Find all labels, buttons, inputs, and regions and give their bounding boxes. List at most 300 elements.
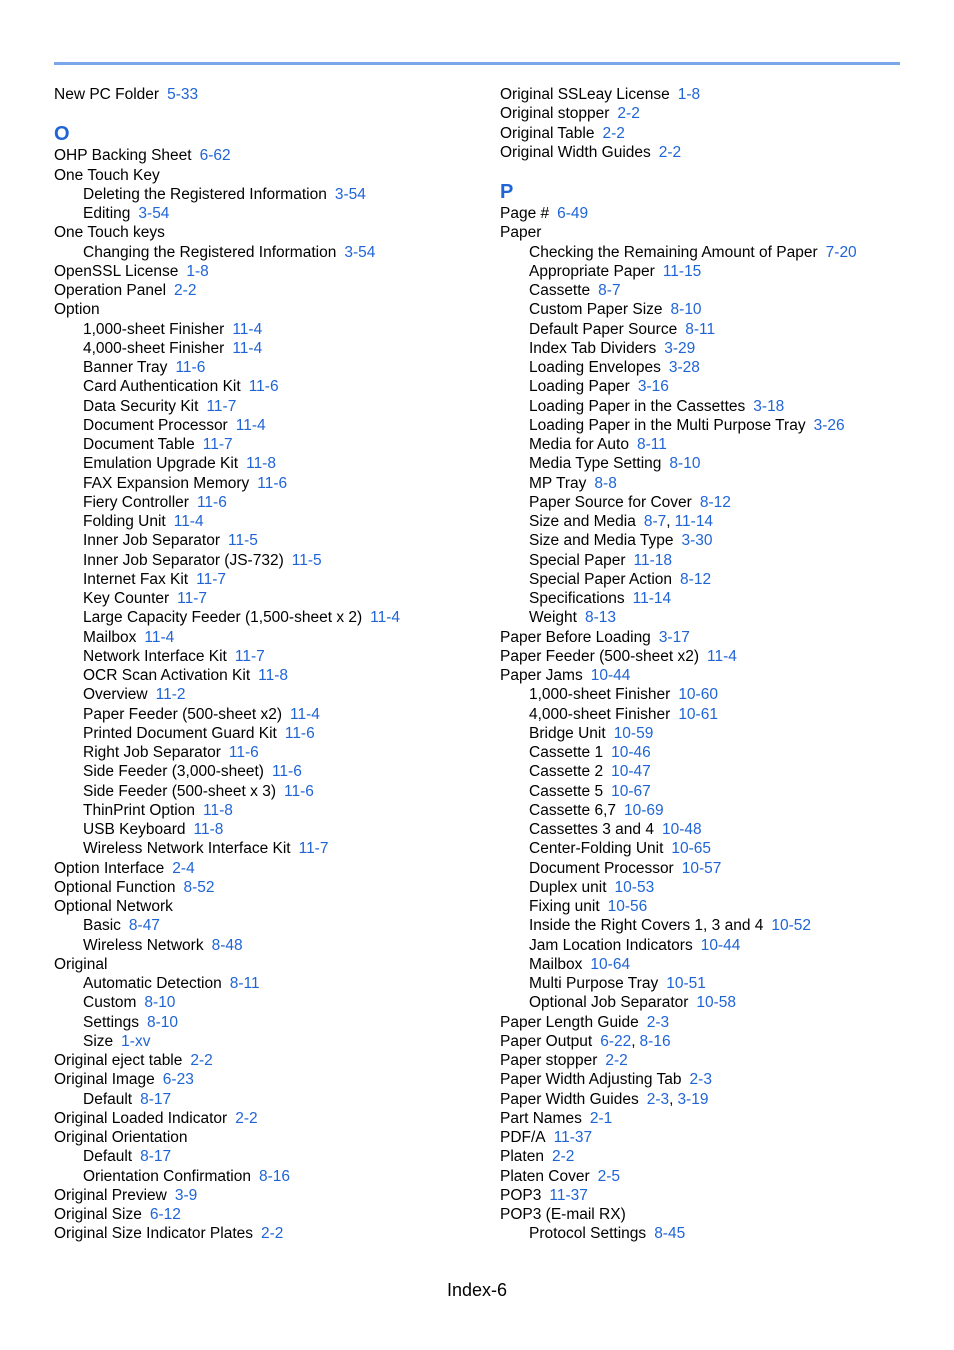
page-ref-link[interactable]: 8-17 [140, 1090, 172, 1108]
page-ref-link[interactable]: 10-59 [613, 724, 654, 742]
index-term: Media for Auto [529, 436, 629, 453]
page-ref-link[interactable]: 10-60 [678, 686, 718, 704]
page-ref-link[interactable]: 11-4 [173, 513, 204, 530]
index-subentry [500, 416, 940, 435]
index-subentry [500, 512, 940, 531]
index-term: Paper Output [500, 1032, 593, 1050]
index-subentry [54, 666, 494, 685]
page-ref-link[interactable]: 6-23 [162, 1071, 194, 1089]
page-ref-link[interactable]: 11-7 [206, 397, 237, 415]
page-ref-link[interactable]: 1-8 [186, 262, 209, 280]
index-term: Size [83, 1032, 114, 1050]
page-ref-link[interactable]: 10-51 [666, 975, 706, 992]
index-subentry [54, 724, 494, 743]
page-ref-link[interactable]: 11-14 [674, 513, 714, 530]
index-subentry [500, 589, 940, 608]
page-ref-link[interactable]: 11-8 [258, 667, 288, 684]
page-ref-link[interactable]: 2-2 [551, 1148, 575, 1166]
page-ref-link[interactable]: 2-2 [605, 1052, 628, 1069]
index-subentry [54, 551, 494, 570]
page-ref-link[interactable]: 8-7 [598, 282, 621, 299]
index-entry [500, 1147, 940, 1166]
index-subentry [500, 993, 940, 1012]
index-term: Cassette 5 [529, 782, 604, 800]
index-term: Part Names [500, 1109, 582, 1127]
index-term: PDF/A [500, 1129, 546, 1146]
page-ref-link[interactable]: 10-53 [614, 878, 655, 896]
page-ref-link[interactable]: 8-10 [147, 1013, 179, 1031]
index-subentry [54, 628, 494, 647]
index-subentry [500, 397, 940, 416]
page-ref-link[interactable]: 8-11 [685, 320, 716, 338]
index-term: Option [54, 301, 100, 319]
page-ref-link[interactable]: 11-7 [298, 840, 329, 858]
page-ref-link[interactable]: 10-48 [661, 821, 702, 838]
page-ref-link[interactable]: 11-37 [549, 1186, 588, 1204]
index-term: Platen Cover [500, 1167, 590, 1185]
index-subentry [54, 474, 494, 493]
index-entry [54, 1186, 494, 1205]
index-term: Folding Unit [83, 513, 166, 530]
index-term: Paper Source for Cover [529, 493, 692, 511]
page-ref-link[interactable]: 2-5 [597, 1167, 621, 1185]
index-entry [500, 1013, 940, 1032]
page-ref-link[interactable]: 10-67 [611, 782, 651, 800]
index-subentry [500, 859, 940, 878]
page-ref-link[interactable]: 10-65 [671, 840, 712, 858]
page-ref-link[interactable]: 8-16 [259, 1167, 291, 1185]
index-term: Weight [529, 609, 577, 627]
index-entry [54, 1128, 494, 1147]
index-entry [54, 146, 494, 165]
page-ref-link[interactable]: 8-17 [140, 1148, 172, 1166]
page-ref-link[interactable]: 10-44 [590, 667, 631, 684]
index-term: Fiery Controller [83, 493, 189, 511]
page-ref-link[interactable]: 3-17 [658, 628, 690, 646]
page-ref-link[interactable]: 11-4 [290, 705, 320, 723]
index-subentry [54, 743, 494, 762]
index-term: FAX Expansion Memory [83, 474, 250, 492]
page-ref-link[interactable]: 11-8 [203, 801, 233, 819]
index-entry [54, 281, 494, 300]
index-term: Custom [83, 994, 137, 1012]
index-subentry [500, 608, 940, 627]
index-subentry [54, 358, 494, 377]
index-subentry [54, 1090, 494, 1109]
index-term: New PC Folder [54, 86, 160, 103]
index-subentry [500, 531, 940, 550]
page-ref-link[interactable]: 6-62 [199, 147, 231, 165]
index-term: Loading Paper in the Cassettes [529, 397, 746, 415]
page-ref-link[interactable]: 2-2 [174, 282, 197, 299]
index-entry [500, 628, 940, 647]
page-ref-link[interactable]: 8-12 [699, 493, 731, 511]
index-term: 4,000-sheet Finisher [529, 705, 671, 723]
page-ref-link[interactable]: 11-18 [633, 551, 673, 569]
index-subentry [54, 185, 494, 204]
index-subentry [54, 377, 494, 396]
index-entry [54, 859, 494, 878]
page-ref-link[interactable]: 11-7 [196, 570, 226, 588]
page-ref-link[interactable]: 11-6 [196, 493, 227, 511]
index-term: Multi Purpose Tray [529, 975, 659, 992]
index-term: Default Paper Source [529, 320, 678, 338]
index-term: Paper Jams [500, 667, 583, 684]
page-ref-link[interactable]: 11-6 [175, 359, 206, 376]
index-term: Paper Before Loading [500, 628, 651, 646]
page-ref-link[interactable]: 2-2 [235, 1109, 258, 1127]
index-subentry [54, 493, 494, 512]
index-entry [54, 1205, 494, 1224]
index-term: Custom Paper Size [529, 301, 663, 319]
index-term: Original eject table [54, 1052, 183, 1069]
index-subentry [500, 300, 940, 319]
page-ref-link[interactable]: 3-54 [334, 185, 366, 203]
page-ref-link[interactable]: 8-10 [669, 455, 701, 473]
page-ref-link[interactable]: 3-9 [174, 1186, 198, 1204]
page-ref-link[interactable]: 10-58 [696, 994, 737, 1012]
index-entry [500, 223, 940, 242]
index-term: Paper Length Guide [500, 1013, 639, 1031]
index-term: Operation Panel [54, 282, 167, 299]
index-subentry [500, 435, 940, 454]
page-ref-link[interactable]: 8-10 [144, 994, 176, 1012]
page-ref-link[interactable]: 6-12 [149, 1206, 181, 1223]
page-ref-link[interactable]: 11-4 [144, 628, 175, 646]
index-subentry [500, 936, 940, 955]
page-ref-link[interactable]: 3-18 [753, 397, 785, 415]
index-entry [54, 166, 494, 185]
index-term: Basic [83, 917, 121, 935]
page-ref-link[interactable]: 11-4 [707, 647, 737, 665]
index-term: Loading Paper in the Multi Purpose Tray [529, 416, 806, 434]
index-subentry [500, 878, 940, 897]
index-term: Mailbox [529, 955, 583, 973]
index-subentry [500, 454, 940, 473]
index-term: Cassette 2 [529, 763, 604, 781]
index-term: Inner Job Separator [83, 532, 221, 550]
page-ref-link[interactable]: 11-6 [284, 724, 315, 742]
index-term: Original [54, 955, 108, 973]
page-ref-link[interactable]: 10-52 [771, 917, 812, 935]
index-subentry [54, 416, 494, 435]
index-term: Size and Media [529, 513, 636, 530]
index-subentry [54, 801, 494, 820]
index-term: Paper Width Guides [500, 1090, 639, 1108]
page-ref-link[interactable]: 2-3 [689, 1071, 712, 1089]
page-ref-link[interactable]: 3-19 [677, 1090, 709, 1108]
page-ref-link[interactable]: 11-6 [248, 378, 279, 396]
index-term: Protocol Settings [529, 1225, 647, 1243]
index-term: Orientation Confirmation [83, 1167, 251, 1185]
index-term: Original SSLeay License [500, 86, 670, 103]
index-subentry [54, 320, 494, 339]
index-term: Key Counter [83, 590, 170, 607]
index-term: POP3 [500, 1186, 542, 1204]
page-ref-link[interactable]: 11-6 [257, 474, 288, 492]
index-term: Side Feeder (500-sheet x 3) [83, 782, 276, 800]
page-ref-link[interactable]: 2-2 [190, 1052, 213, 1069]
index-term: Page # [500, 205, 550, 222]
index-term: Right Job Separator [83, 744, 221, 761]
index-subentry [500, 493, 940, 512]
index-term: Original Width Guides [500, 143, 651, 161]
page-ref-link[interactable]: 11-6 [284, 782, 314, 800]
index-column-left [54, 85, 494, 1244]
index-entry [54, 1109, 494, 1128]
page-ref-link[interactable]: 10-69 [624, 801, 664, 819]
index-term: Default [83, 1090, 133, 1108]
index-term: Checking the Remaining Amount of Paper [529, 243, 818, 261]
index-term: One Touch keys [54, 224, 165, 242]
page-ref-link[interactable]: 11-7 [177, 590, 208, 607]
page-ref-link[interactable]: 8-48 [211, 936, 243, 954]
index-subentry [500, 685, 940, 704]
page-ref-link[interactable]: 2-2 [658, 143, 682, 161]
page-number: Index-6 [446, 1280, 508, 1300]
page-ref-link[interactable]: 1-8 [677, 86, 701, 103]
page-ref-link[interactable]: 8-47 [128, 917, 160, 935]
index-subentry [54, 204, 494, 223]
index-subentry [54, 243, 494, 262]
page-ref-link[interactable]: 2-1 [589, 1109, 613, 1127]
page-ref-link[interactable]: 11-7 [202, 436, 233, 453]
index-term: Document Processor [83, 416, 228, 434]
page-ref-link[interactable]: 11-7 [234, 647, 265, 665]
index-term: One Touch Key [54, 166, 160, 184]
index-term: Banner Tray [83, 359, 168, 376]
index-subentry [54, 916, 494, 935]
page-ref-link[interactable]: 8-10 [670, 301, 702, 319]
index-entry [54, 1224, 494, 1243]
index-subentry [54, 512, 494, 531]
index-term: Inside the Right Covers 1, 3 and 4 [529, 917, 764, 935]
index-term: Printed Document Guard Kit [83, 724, 277, 742]
index-subentry [54, 974, 494, 993]
index-term: Changing the Registered Information [83, 243, 337, 261]
page-ref-link[interactable]: 6-49 [557, 205, 589, 222]
page-ref-link[interactable]: 6-22 [600, 1032, 632, 1050]
index-term: Large Capacity Feeder (1,500-sheet x 2) [83, 609, 363, 627]
page-ref-link[interactable]: 10-61 [678, 705, 718, 723]
index-term: POP3 (E-mail RX) [500, 1206, 626, 1223]
page-ref-link[interactable]: 11-14 [632, 590, 672, 607]
index-subentry [54, 685, 494, 704]
page-ref-link[interactable]: 10-47 [611, 763, 651, 781]
index-term: Emulation Upgrade Kit [83, 455, 239, 473]
index-term: Original Loaded Indicator [54, 1109, 228, 1127]
page-ref-link[interactable]: 10-56 [607, 898, 648, 915]
index-entry [54, 878, 494, 897]
index-term: Special Paper Action [529, 570, 673, 588]
index-subentry [500, 262, 940, 281]
index-term: Internet Fax Kit [83, 570, 189, 588]
index-subentry [54, 705, 494, 724]
index-term: Media Type Setting [529, 455, 662, 473]
page-ref-link[interactable]: 3-28 [668, 359, 700, 376]
header-rule [54, 62, 900, 65]
index-term: Platen [500, 1148, 544, 1166]
page-ref-link[interactable]: 11-4 [232, 320, 263, 338]
index-term: Cassettes 3 and 4 [529, 821, 654, 838]
index-entry [500, 1128, 940, 1147]
index-term: Deleting the Registered Information [83, 185, 327, 203]
index-subentry [500, 820, 940, 839]
index-term: Special Paper [529, 551, 626, 569]
page-ref-link[interactable]: 2-4 [172, 859, 195, 877]
page-ref-link[interactable]: 11-5 [291, 551, 322, 569]
index-subentry [54, 762, 494, 781]
ref-separator: , [669, 1090, 674, 1108]
page-ref-link[interactable]: 8-52 [183, 878, 215, 896]
page-ref-link[interactable]: 10-64 [590, 955, 631, 973]
index-subentry [54, 1167, 494, 1186]
index-term: Original Size [54, 1206, 142, 1223]
page-ref-link[interactable]: 11-37 [553, 1129, 593, 1146]
index-term: Appropriate Paper [529, 262, 655, 280]
index-entry [54, 955, 494, 974]
ref-separator: , [666, 513, 671, 530]
index-subentry [54, 1013, 494, 1032]
index-term: MP Tray [529, 474, 587, 492]
page-ref-link[interactable]: 1-xv [121, 1032, 151, 1050]
index-subentry [54, 435, 494, 454]
index-term: Paper Feeder (500-sheet x2) [500, 647, 700, 665]
index-subentry [500, 1224, 940, 1243]
index-entry [54, 223, 494, 242]
index-subentry [500, 570, 940, 589]
page-ref-link[interactable]: 8-13 [584, 609, 616, 627]
index-subentry [54, 936, 494, 955]
index-term: 1,000-sheet Finisher [529, 686, 671, 704]
index-subentry [500, 801, 940, 820]
index-subentry [500, 243, 940, 262]
index-term: USB Keyboard [83, 821, 186, 838]
page-ref-link[interactable]: 2-2 [261, 1225, 284, 1243]
index-entry [54, 1051, 494, 1070]
index-subentry [54, 397, 494, 416]
index-subentry [500, 897, 940, 916]
index-subentry [500, 762, 940, 781]
page-ref-link[interactable]: 3-54 [344, 243, 376, 261]
index-subentry [500, 377, 940, 396]
index-term: Side Feeder (3,000-sheet) [83, 763, 264, 781]
index-subentry [54, 1147, 494, 1166]
index-subentry [500, 551, 940, 570]
index-subentry [500, 724, 940, 743]
index-term: Fixing unit [529, 898, 600, 915]
page-ref-link[interactable]: 2-3 [646, 1013, 670, 1031]
index-term: Document Table [83, 436, 195, 453]
page-ref-link[interactable]: 3-29 [664, 339, 696, 357]
index-term: ThinPrint Option [83, 801, 195, 819]
page-ref-link[interactable]: 11-4 [235, 416, 266, 434]
index-term: Paper stopper [500, 1052, 598, 1069]
page-ref-link[interactable]: 3-26 [813, 416, 845, 434]
index-section-letter [500, 180, 940, 204]
page-ref-link[interactable]: 10-57 [681, 859, 722, 877]
index-term: Loading Envelopes [529, 359, 661, 376]
page-ref-link[interactable]: 10-44 [700, 936, 741, 954]
index-term: O [54, 123, 70, 146]
index-term: P [500, 181, 514, 203]
index-subentry [54, 454, 494, 473]
page-ref-link[interactable]: 8-11 [229, 975, 260, 992]
index-term: Original Image [54, 1071, 155, 1089]
index-term: Paper Feeder (500-sheet x2) [83, 705, 283, 723]
page-ref-link[interactable]: 2-3 [646, 1090, 670, 1108]
page-ref-link[interactable]: 11-2 [155, 686, 186, 704]
page-ref-link[interactable]: 11-15 [662, 262, 702, 280]
index-subentry [500, 955, 940, 974]
index-term: Cassette 1 [529, 744, 604, 761]
index-subentry [500, 839, 940, 858]
page-ref-link[interactable]: 11-6 [228, 744, 259, 761]
index-term: Index Tab Dividers [529, 339, 657, 357]
page-ref-link[interactable]: 8-45 [654, 1225, 686, 1243]
page-ref-link[interactable]: 11-4 [232, 339, 263, 357]
index-term: Optional Job Separator [529, 994, 689, 1012]
index-term: Wireless Network [83, 936, 204, 954]
index-term: Data Security Kit [83, 397, 199, 415]
index-subentry [500, 916, 940, 935]
page-ref-link[interactable]: 8-8 [594, 474, 617, 492]
page-ref-link[interactable]: 5-33 [167, 86, 199, 103]
page-ref-link[interactable]: 11-5 [228, 532, 258, 550]
index-subentry [54, 531, 494, 550]
page-ref-link[interactable]: 11-8 [246, 455, 276, 473]
index-term: Option Interface [54, 859, 165, 877]
page-ref-link[interactable]: 8-16 [639, 1032, 671, 1050]
index-entry [500, 1090, 940, 1109]
page-ref-link[interactable]: 3-30 [681, 532, 713, 550]
index-entry [500, 104, 940, 123]
index-entry [500, 85, 940, 104]
index-subentry [500, 320, 940, 339]
index-subentry [500, 474, 940, 493]
index-term: Center-Folding Unit [529, 840, 664, 858]
index-term: Paper [500, 224, 542, 242]
index-term: Bridge Unit [529, 724, 606, 742]
page-ref-link[interactable]: 11-6 [271, 763, 302, 781]
index-term: Original stopper [500, 105, 610, 123]
index-term: Card Authentication Kit [83, 378, 241, 396]
page-ref-link[interactable]: 8-12 [680, 570, 712, 588]
index-term: Default [83, 1148, 133, 1166]
index-subentry [54, 570, 494, 589]
index-entry [500, 1186, 940, 1205]
page-ref-link[interactable]: 7-20 [825, 243, 857, 261]
page-ref-link[interactable]: 10-46 [611, 744, 651, 761]
page-ref-link[interactable]: 8-7 [643, 513, 667, 530]
index-term: Original Orientation [54, 1129, 188, 1146]
page-ref-link[interactable]: 2-2 [602, 124, 625, 142]
ref-separator: , [631, 1032, 636, 1050]
page-ref-link[interactable]: 11-8 [193, 821, 224, 838]
index-term: 4,000-sheet Finisher [83, 339, 225, 357]
index-subentry [500, 782, 940, 801]
index-entry [500, 204, 940, 223]
index-term: Optional Network [54, 898, 173, 915]
page-ref-link[interactable]: 2-2 [617, 105, 640, 123]
page-ref-link[interactable]: 8-11 [636, 436, 667, 453]
page-ref-link[interactable]: 3-16 [637, 378, 669, 396]
index-entry [54, 85, 494, 104]
page-ref-link[interactable]: 3-54 [138, 205, 170, 222]
index-subentry [500, 358, 940, 377]
index-subentry [500, 705, 940, 724]
page-ref-link[interactable]: 11-4 [370, 609, 401, 627]
